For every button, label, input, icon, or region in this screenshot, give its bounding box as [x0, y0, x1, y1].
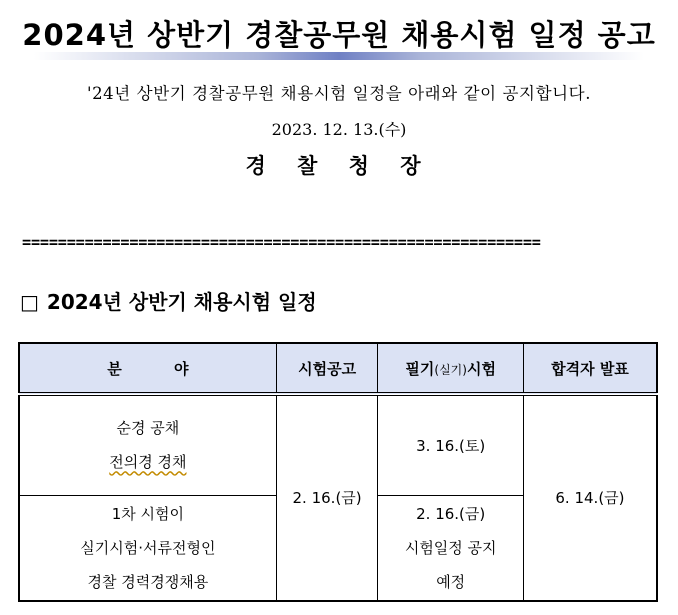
- field-line: 순경 공채: [116, 419, 180, 438]
- section-heading: [20, 286, 317, 315]
- schedule-table: [18, 342, 658, 602]
- table-header-row: [19, 343, 657, 394]
- written-exam-cell: 3. 16.(토): [378, 394, 524, 495]
- divider-line: ==========================================================: [22, 233, 541, 251]
- section-heading-text: 2024년 상반기 채용시험 일정: [46, 290, 317, 314]
- field-cell: [19, 495, 276, 601]
- result-cell: 6. 14.(금): [523, 394, 657, 601]
- written-line: 2. 16.(금): [416, 504, 486, 523]
- field-line: 경찰 경력경쟁채용: [87, 572, 209, 591]
- header-announcement: 시험공고: [276, 343, 378, 394]
- header-written-exam: 필기(실기)시험: [378, 343, 524, 394]
- field-line: 실기시험·서류전형인: [80, 538, 216, 557]
- checkbox-square-icon: □: [20, 290, 39, 314]
- header-field: 분 야: [19, 343, 276, 394]
- written-line: 시험일정 공지: [404, 538, 497, 557]
- issuing-agency: 경 찰 청 장: [245, 153, 433, 178]
- announcement-cell: 2. 16.(금): [276, 394, 378, 601]
- table-row: [19, 394, 657, 495]
- written-exam-cell: [378, 495, 524, 601]
- notice-intro: '24년 상반기 경찰공무원 채용시험 일정을 아래와 같이 공지합니다.: [86, 84, 592, 103]
- notice-title: 2024년 상반기 경찰공무원 채용시험 일정 공고: [0, 10, 678, 60]
- written-line: 예정: [436, 572, 466, 591]
- field-line: 1차 시험이: [111, 504, 185, 523]
- header-result: 합격자 발표: [523, 343, 657, 394]
- notice-date: 2023. 12. 13.(수): [271, 120, 407, 139]
- field-cell: [19, 394, 276, 495]
- field-line: 전의경 경채: [109, 453, 187, 472]
